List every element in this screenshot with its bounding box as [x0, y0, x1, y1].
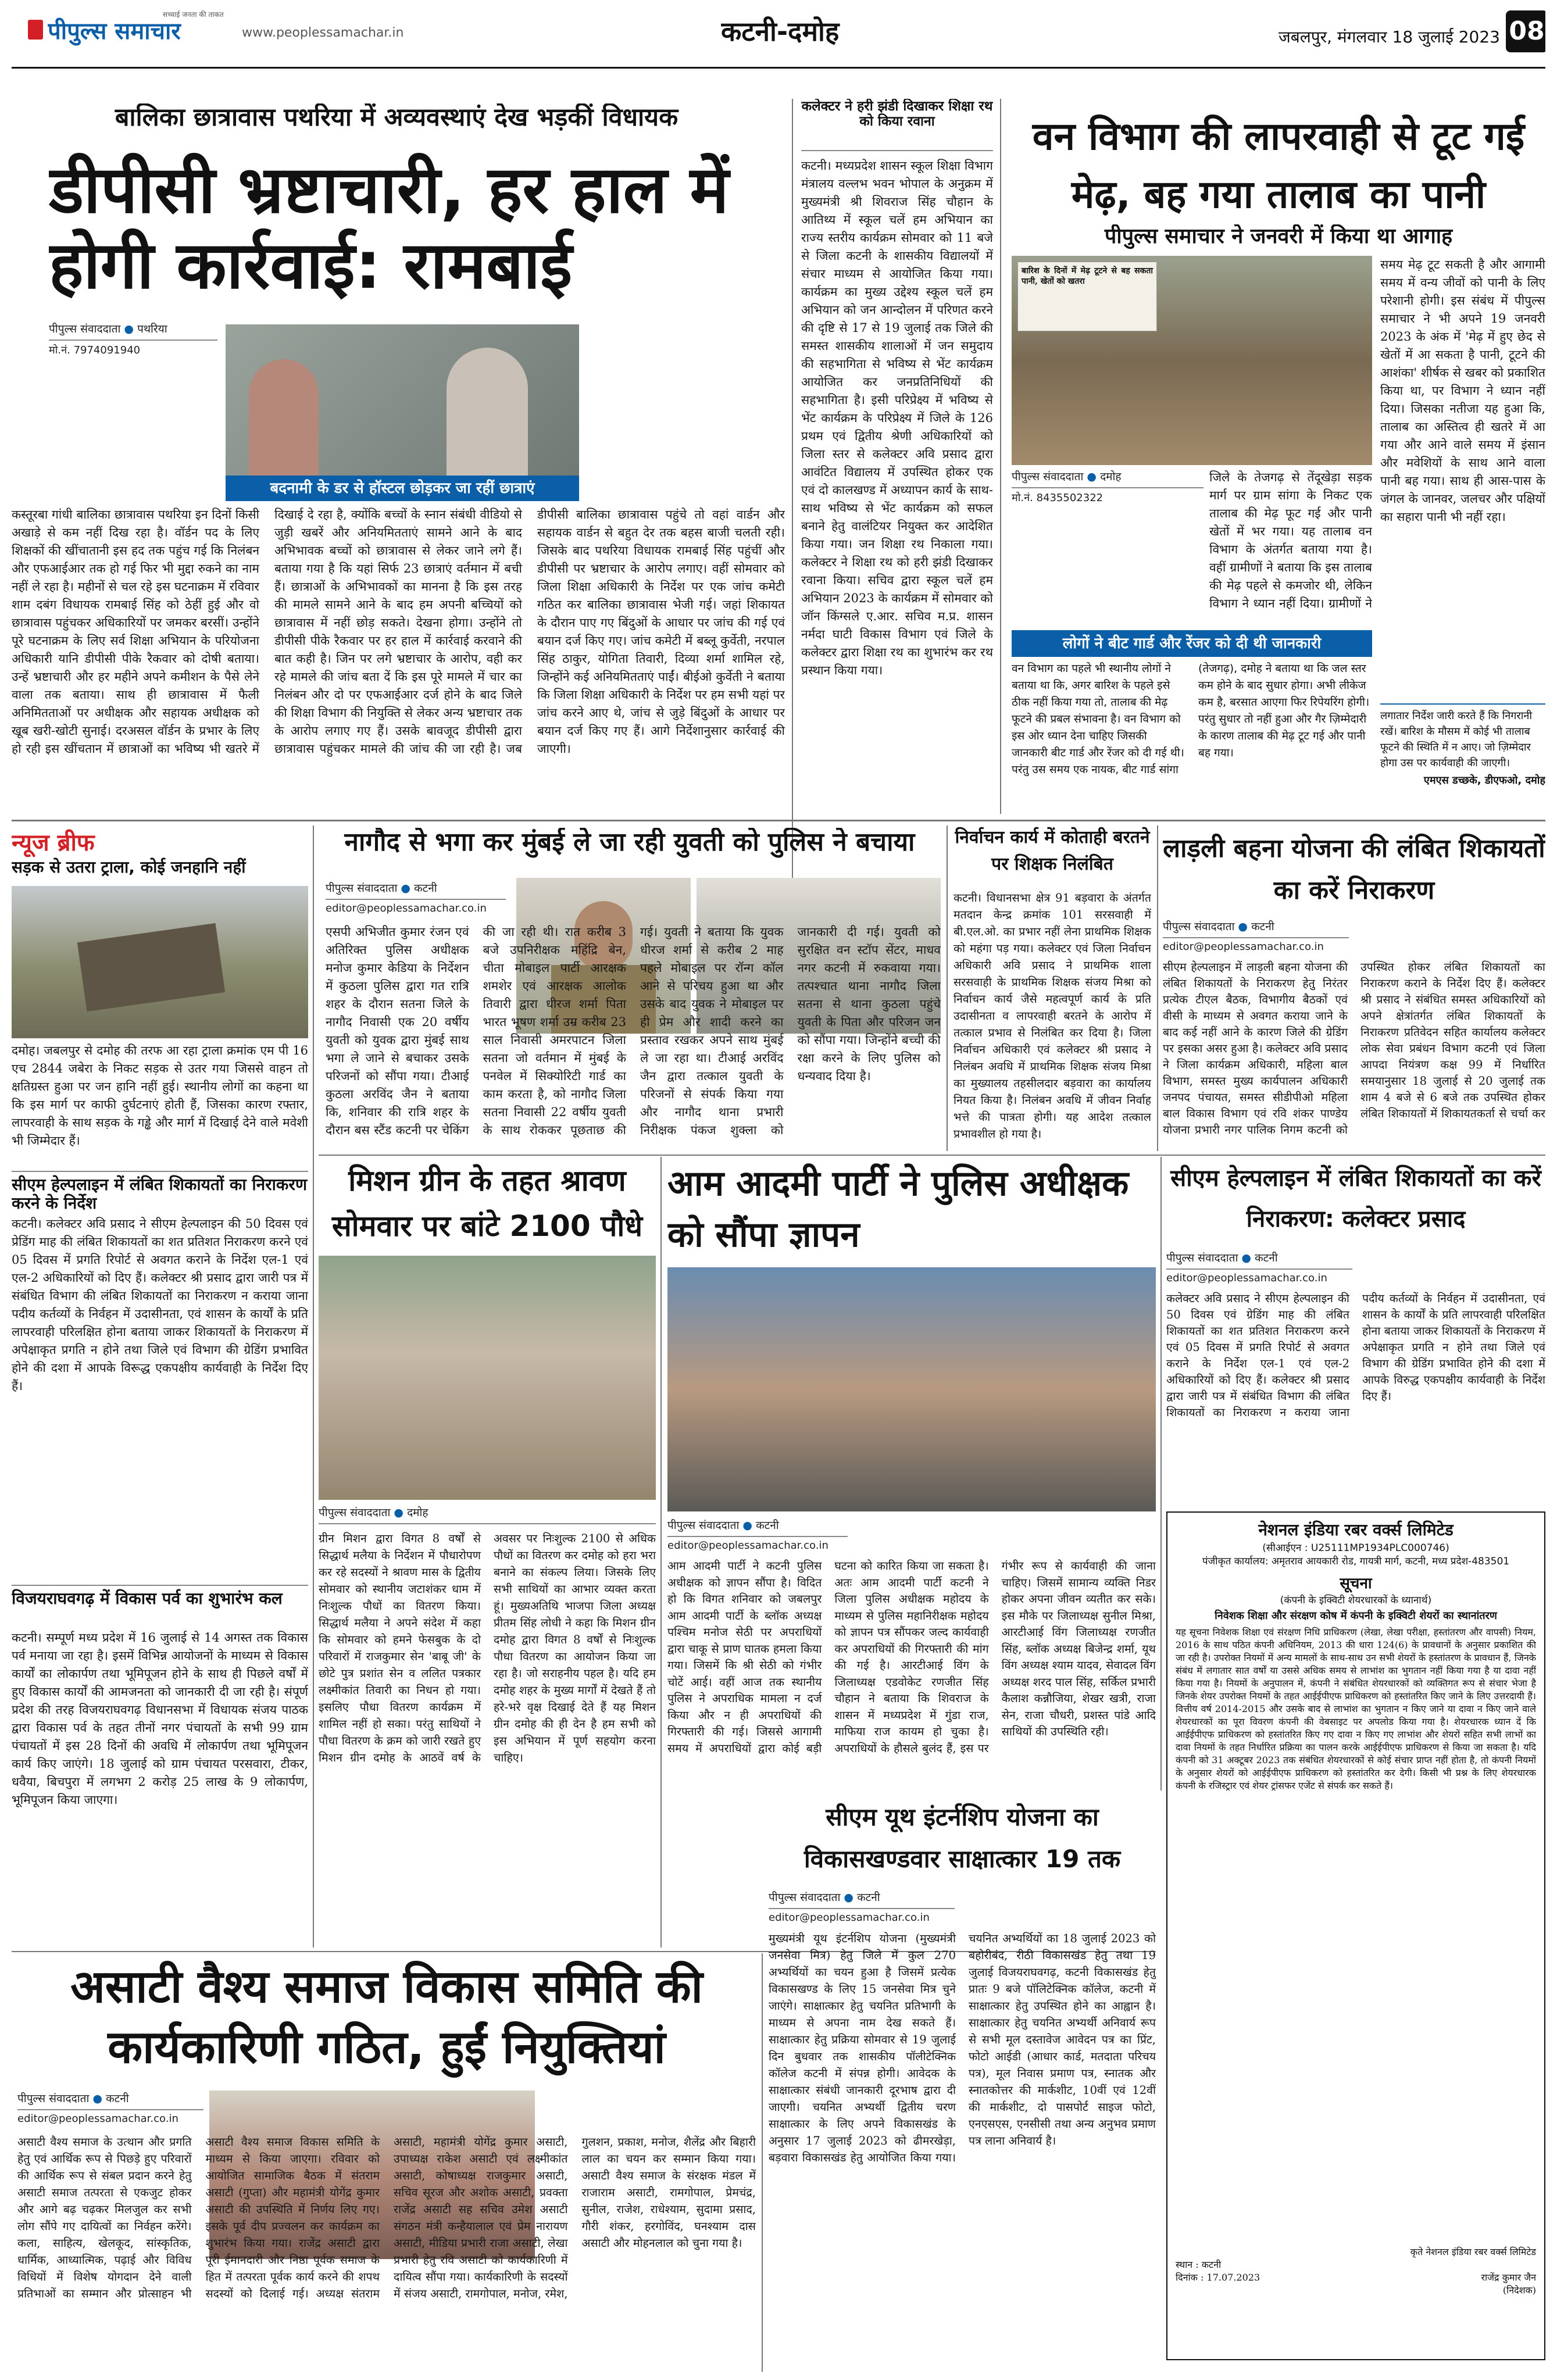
a3-byline-place: दमोह: [1100, 470, 1122, 483]
a3-headline: वन विभाग की लापरवाही से टूट गई मेढ़, बह गया तालाब का पानी: [1032, 114, 1525, 217]
a3-clip-text: बारिश के दिनों में मेढ़ टूटने से बह सकता पानी, खेतों को खतरा: [1022, 266, 1153, 286]
a11-email[interactable]: editor@peoplessamachar.co.in: [769, 1911, 930, 1924]
notice-subtitle: (कंपनी के इक्विटी शेयरधारकों के ध्यानार्थ): [1280, 1595, 1432, 1606]
brief-t3: कटनी। सम्पूर्ण मध्य प्रदेश में 16 जुलाई से 14 अगस्त तक विकास पर्व मनाया जा रहा है। इसमें विभिन्न आयोजनों के माध्यम से विकास कार्यों का लोकार्पण तथा भूमिपूजन होने के साथ ही पिछले वर्षों में हुए विकास कार्यों की आमजनता को जानकारी दी जा रही है। संपूर्ण प्रदेश की तरह विजयराघवगढ़ विधानसभा में विधायक संजय पाठक द्वारा विकास पर्व के तहत तीनों नगर पंचायतों के सभी 99 ग्राम पंचायतों में इस 28 दिनों की अवधि में लोकार्पण तथा भूमिपूजन कार्य किए जाएंगे। 18 जुलाई को ग्राम पंचायत परसवारा, टीकर, धवैया, बिचपुरा में लगभग 2 करोड़ 25 लाख के 9 लोकार्पण, भूमिपूजन किया जाएगा।: [12, 1631, 308, 1807]
a3-photo: [1012, 256, 1372, 465]
a7-right-rule: [660, 1157, 662, 1947]
a10-byline-name: पीपुल्स संवाददाता: [17, 2092, 90, 2105]
a4-headline: नागौद से भगा कर मुंबई ले जा रही युवती को पुलिस ने बचाया: [344, 828, 915, 857]
a5-body: कटनी। विधानसभा क्षेत्र 91 बड़वारा के अंतर्गत मतदान केन्द्र क्रमांक 101 सरसवाही में बी.एल.ओ. का प्रभार नहीं लेना प्राथमिक शिक्षक को महंगा पड़ गया। कलेक्टर एवं जिला निर्वाचन अधिकारी अवि प्रसाद ने प्राथमिक शाला सरसवाही के प्राथमिक शिक्षक संजय मिश्रा को निर्वाचन कार्य जैसे महत्वपूर्ण कार्य के प्रति उदासीनता व लापरवाही बरतने के आरोप में तत्काल प्रभाव से निलंबित कर दिया है। जिला निर्वाचन अधिकारी एवं कलेक्टर श्री प्रसाद ने निलंबन अवधि में प्राथमिक शिक्षक संजय मिश्रा का मुख्यालय तहसीलदार बड़वारा का कार्यालय नियत किया है। निलंबन अवधि में जीवन निर्वाह भत्ते की पात्रता होगी। यह आदेश तत्काल प्रभावशील हो गया है।: [954, 891, 1151, 1141]
a9-byline-place: कटनी: [1255, 1252, 1278, 1264]
a3-body-bottom-left: [1012, 512, 1204, 622]
a4-body-left: एसपी अभिजीत कुमार रंजन एवं अतिरिक्त पुलिस अधीक्षक मनोज कुमार केडिया के निर्देशन में कुठला पुलिस द्वारा गत रात्रि शहर के दौरान सतना जिले के नागौद निवासी एक 20 वर्षीय युवती को युवक द्वारा मुंबई साथ भगा ले जाने से बचाकर उसके परिजनों को सौंपा गया। टीआई कुठला अरविंद जैन ने बताया कि, शनिवार की रात्रि शहर के दौरान बस स्टैंड कटनी पर चेकिंग की जा रही थी। रात करीब 3 बजे उपनिरीक्षक महिंद्रि बेन, चीता मोबाइल पार्टी आरक्षक शमशेर एवं आरक्षक आलोक तिवारी द्वारा धीरज शर्मा पिता भारत भूषण शर्मा उम्र करीब 23 साल निवासी अमरपाटन जिला सतना जो वर्तमान में मुंबई के पनवेल में सिक्योरिटी गार्ड का काम करता है, को नागौद जिला सतना निवासी 22 वर्षीय युवती के साथ रोककर पूछताछ की गई। युवती ने बताया कि युवक धीरज शर्मा से करीब 2 माह पहले मोबाइल पर रॉन्ग कॉल आने से परिचय हुआ था और उसके बाद युवक ने मोबाइल पर ही प्रेम और शादी करने का प्रस्ताव रखकर अपने साथ मुंबई ले जा रहा था। टीआई अरविंद जैन द्वारा तत्काल युवती के परिजनों से संपर्क किया गया और नागौद थाना प्रभारी निरीक्षक पंकज शुक्ला को जानकारी दी गई। युवती को सुरक्षित वन स्टॉप सेंटर, माधव नगर कटनी में रुकवाया गया। तत्पश्चात थाना नागौद जिला सतना से थाना कुठला पहुंचे युवती के पिता और परिजन जन को सौंपा गया। जिन्होंने बच्ची की रक्षा करने के लिए पुलिस को धन्यवाद दिया है।: [326, 925, 941, 1137]
a1-byline: पीपुल्स संवाददाता ● पथरिया मो.नं. 7974091940: [49, 321, 217, 356]
a7-byline-place: दमोह: [407, 1506, 428, 1519]
a1-kicker: बालिका छात्रावास पथरिया में अव्यवस्थाएं देख भड़कीं विधायक: [115, 103, 678, 132]
brief-t2: कटनी। कलेक्टर अवि प्रसाद ने सीएम हेल्पलाइन की 50 दिवस एवं प्रेडिंग माह की लंबित शिकायतों का शत प्रतिशत निराकरण करने एवं 05 दिवस में प्रगति रिपोर्ट से अवगत कराने के निर्देश एल-1 एवं एल-2 अधिकारियों को दिए हैं। कलेक्टर श्री प्रसाद द्वारा जारी पत्र में संबंधित विभाग की लंबित शिकायतों का निराकरण न कराया जाना पदीय कर्तव्यों के निर्वहन में उदासीनता, एवं शासन के कार्यों के प्रति लापरवाही परिलक्षित होना बताया जाकर शिकायतों के निराकरण में अपेक्षाकृत प्रगति न होने तथा जिले एवं विभाग की ग्रेडिंग प्रभावित होने की दशा में आपके विरूद्ध एकपक्षीय कार्यवाही के निर्देश दिए हैं।: [12, 1217, 308, 1393]
a11-byline: पीपुल्स संवाददाता ● कटनी editor@peoplessamachar.co.in: [769, 1889, 955, 1924]
a11-headline: सीएम यूथ इंटर्नशिप योजना का विकासखण्डवार साक्षात्कार 19 तक: [804, 1803, 1121, 1873]
a4-right-rule: [947, 826, 948, 1151]
a3-banner-text: वन विभाग का पहले भी स्थानीय लोगों ने बताया था कि, अगर बारिश के पहले इसे ठीक नहीं किया गया तो, तालाब की मेढ़ फूटने की प्रबल संभावना है। वन विभाग को इस ओर ध्यान देना चाहिए जिसकी जानकारी बीट गार्ड और रेंजर को दी गई थी। परंतु उस समय एक नायक, बीट गार्ड सांगा (तेजगढ़), दमोह ने बताया था कि जल स्तर कम होने के बाद सुधार होगा। अभी लीकेज कम है, बरसात आएगा फिर रिपेयरिंग होगी। परंतु सुधार तो नहीं हुआ और गैर ज़िम्मेदारी के कारण तालाब की मेढ़ टूट गई और पानी बह गया।: [1012, 662, 1370, 776]
logo-tagline: सच्चाई जनता की ताकत: [163, 10, 224, 19]
legal-notice: [1166, 1511, 1545, 2360]
a3-bottom-rule: [12, 820, 1545, 821]
a8-headline: आम आदमी पार्टी ने पुलिस अधीक्षक को सौंपा ज्ञापन: [667, 1163, 1129, 1255]
a1-mobile: मो.नं. 7974091940: [49, 344, 141, 356]
a3-callout: [1380, 703, 1545, 814]
a3-body-right: समय मेढ़ टूट सकती है और आगामी समय में वन्य जीवों को पानी के लिए परेशानी होगी। इस संबंध में पीपुल्स समाचार ने भी अपने 19 जनवरी 2023 के अंक में 'मेढ़ में हुए छेद से खेतों में आ सकता है पानी, टूटने की आशंका' शीर्षक से खबर को प्रकाशित किया था, पर विभाग ने ध्यान नहीं दिया। जिसका नतीजा यह हुआ कि, तालाब का अस्तित्व ही खतरे में आ गया और आने वाले समय में इंसान और मवेशियों के साथ आने वाला पानी बह गया। साथ ही आस-पास के जंगल के जानवर, जलचर और पक्षियों का सहारा पानी भी नहीं रहा।: [1380, 258, 1545, 524]
notice-date: दिनांक : 17.07.2023: [1176, 2272, 1260, 2283]
a6-byline-place: कटनी: [1251, 920, 1274, 933]
a9-byline-name: पीपुल्स संवाददाता: [1166, 1252, 1238, 1264]
a11-byline-place: कटनी: [857, 1891, 880, 1904]
brief-right-rule: [313, 826, 314, 1947]
a7-body: ग्रीन मिशन द्वारा विगत 8 वर्षों से सिद्धार्थ मलैया के निर्देशन में पौधारोपण कर रहे सदस्यों ने श्रावण मास के द्वितीय सोमवार को स्थानीय जटाशंकर धाम में निःशुल्क पौधों का वितरण किया। सिद्धार्थ मलैया ने अपने संदेश में कहा कि सोमवार को हमने फेसबुक के दो परिवारों में राजकुमार सेन 'बाबू जी' के छोटे पुत्र प्रशांत सेन व ललित पत्रकार लक्ष्मीकांत तिवारी का निधन हो गया। इसलिए पौधा वितरण कार्यक्रम में शामिल नहीं हो सका। परंतु साथियों ने पौधा वितरण के क्रम को जारी रखते हुए मिशन ग्रीन दमोह के आठवें वर्ष के अवसर पर निःशुल्क 2100 से अधिक पौधों का वितरण कर दमोह को हरा भरा बनाने का संकल्प लिया। जिसके लिए सभी साथियों का आभार व्यक्त करता हूं। मुख्यअतिथि भाजपा जिला अध्यक्ष प्रीतम सिंह लोधी ने कहा कि मिशन ग्रीन दमोह द्वारा विगत 8 वर्षों से निःशुल्क पौधा वितरण का आयोजन किया जा रहा है। जो सराहनीय पहल है। यदि हम दमोह शहर के मुख्य मार्गों में देखते हैं तो हरे-भरे वृक्ष दिखाई देते हैं यह मिशन ग्रीन दमोह की ही देन है हम सभी को इस अभियान में पूर्ण सहयोग करना चाहिए।: [319, 1532, 656, 1764]
notice-title: सूचना: [1340, 1575, 1372, 1592]
a6-byline-name: पीपुल्स संवाददाता: [1163, 920, 1235, 933]
a9-body: कलेक्टर अवि प्रसाद ने सीएम हेल्पलाइन की 50 दिवस एवं ग्रेडिंग माह की लंबित शिकायतों का शत प्रतिशत निराकरण करने एवं 05 दिवस में प्रगति रिपोर्ट से अवगत कराने के निर्देश एल-1 एवं एल-2 अधिकारियों को दिए हैं। कलेक्टर श्री प्रसाद द्वारा जारी पत्र में संबंधित विभाग की लंबित शिकायतों का निराकरण न कराया जाना पदीय कर्तव्यों के निर्वहन में उदासीनता, एवं शासन के कार्यों के प्रति लापरवाही परिलक्षित होना बताया जाकर शिकायतों के निराकरण में अपेक्षाकृत प्रगति न होने तथा जिले एवं विभाग की ग्रेडिंग प्रभावित होने की दशा में आपके विरुद्ध एकपक्षीय कार्यवाही के निर्देश दिए हैं।: [1166, 1292, 1545, 1419]
a3-byline-name: पीपुल्स संवाददाता: [1012, 470, 1084, 483]
a6-bottom-rule: [319, 1155, 1545, 1156]
a8-byline-name: पीपुल्स संवाददाता: [667, 1519, 740, 1532]
a1-byline-place: पथरिया: [137, 323, 167, 335]
a8-byline: पीपुल्स संवाददाता ● कटनी editor@peoplessamachar.co.in: [667, 1517, 848, 1552]
brief-truck-shape: [77, 923, 225, 1012]
a1-photo-caption: बदनामी के डर से हॉस्टल छोड़कर जा रहीं छात्राएं: [226, 476, 579, 501]
masthead: [12, 8, 1545, 69]
a11-body: मुख्यमंत्री यूथ इंटर्नशिप योजना (मुख्यमंत्री जनसेवा मित्र) हेतु जिले में कुल 270 अभ्यर्थियों का चयन हुआ है जिसमें प्रत्येक विकासखण्ड के लिए 15 जनसेवा मित्र चुने जाएंगे। साक्षात्कार हेतु चयनित प्रतिभागी के माध्यम से अपना नाम देख सकते हैं। साक्षात्कार हेतु प्रक्रिया सोमवार से 19 जुलाई दिन बुधवार तक शासकीय पॉलीटेक्निक कॉलेज कटनी में संपन्न होगी। आवेदक के साक्षात्कार संबंधी जानकारी दूरभाष द्वारा दी जाएगी। चयनित अभ्यर्थी द्वितीय चरण साक्षात्कार के लिए अपने विकासखंड के अनुसार 17 जुलाई 2023 को ढीमरखेड़ा, बड़वारा विकासखंड हेतु आयोजित किया गया। चयनित अभ्यर्थियों का 18 जुलाई 2023 को बहोरीबंद, रीठी विकासखंड हेतु तथा 19 जुलाई विजयराघवगढ़, कटनी विकासखंड हेतु प्रातः 9 बजे पॉलिटेक्निक कॉलेज, कटनी में साक्षात्कार हेतु उपस्थित होने का आह्वान है। साक्षात्कार हेतु चयनित अभ्यर्थी अनिवार्य रूप से सभी मूल दस्तावेज आवेदन पत्र का प्रिंट, फोटो आईडी (आधार कार्ड, मतदाता परिचय पत्र), मूल निवास प्रमाण पत्र, स्नातक और स्नातकोत्तर की मार्कशीट, 10वीं एवं 12वीं की मार्कशीट, दो पासपोर्ट साइज फोटो, एनएसएस, एनसीसी तथा अन्य अनुभव प्रमाण पत्र लाना अनिवार्य है।: [769, 1932, 1156, 2164]
a3-subhead: पीपुल्स समाचार ने जनवरी में किया था आगाह: [1104, 224, 1453, 248]
a9-byline: पीपुल्स संवाददाता ● कटनी editor@peoplessamachar.co.in: [1166, 1250, 1352, 1285]
notice-company: नेशनल इंडिया रबर वर्क्स लिमिटेड: [1258, 1520, 1454, 1539]
a4-byline-name: पीपुल्स संवाददाता: [326, 882, 398, 895]
a10-right-rule: [762, 1953, 763, 2372]
newspaper-logo[interactable]: पीपुल्स समाचार: [48, 18, 181, 45]
logo-red-mark: [28, 20, 43, 40]
notice-sub2: निवेशक शिक्षा और संरक्षण कोष में कंपनी के इक्विटी शेयरों का स्थानांतरण: [1215, 1610, 1497, 1622]
a4-byline: पीपुल्स संवाददाता ● कटनी editor@peoplessamachar.co.in: [326, 880, 506, 915]
a7-byline-name: पीपुल्स संवाददाता: [319, 1506, 391, 1519]
a8-email[interactable]: editor@peoplessamachar.co.in: [667, 1539, 829, 1552]
a10-byline-place: कटनी: [106, 2092, 129, 2105]
a11-byline-name: पीपुल्स संवाददाता: [769, 1891, 841, 1904]
a4-byline-place: कटनी: [414, 882, 437, 895]
a5-right-rule: [1157, 826, 1158, 1151]
a3-banner: लोगों ने बीट गार्ड और रेंजर को दी थी जानकारी: [1012, 630, 1372, 657]
a1-headline: डीपीसी भ्रष्टाचारी, हर हाल में होगी कार्रवाई: रामबाई: [49, 152, 729, 303]
brief-t1: दमोह। जबलपुर से दमोह की तरफ आ रहा ट्राला क्रमांक एम पी 16 एच 2844 जबेरा के निकट सड़क से उतर गया जिससे वाहन तो क्षतिग्रस्त हुआ पर जन हानि नहीं हुई। स्थानीय लोगों का कहना था कि इस मार्ग पर काफी दुर्घटनाएं होती हैं, जिसका कारण रफ्तार, लापरवाही के साथ सड़क के गड्ढे और मार्ग में दिखाई देने वाले मवेशी भी जिम्मेदार हैं।: [12, 1044, 308, 1148]
a3-body-bottom: जिले के तेजगढ़ से तेंदूखेड़ा सड़क मार्ग पर ग्राम सांगा के निकट एक तालाब की मेढ़ फूट गई और पानी खेतों में भर गया। यह तालाब वन विभाग के अंतर्गत बताया गया है। वहीं ग्रामीणों ने बताया कि इस तालाब की मेढ़ पहले से कमजोर थी, लेकिन विभाग ने ध्यान नहीं दिया। ग्रामीणों ने: [1209, 470, 1372, 610]
a7-byline: पीपुल्स संवाददाता ● दमोह: [319, 1505, 656, 1528]
brief-column-2: [12, 1585, 308, 1945]
a3-clipping: [1017, 262, 1157, 331]
a8-byline-place: कटनी: [756, 1519, 779, 1532]
a8-right-rule: [1160, 1157, 1162, 1791]
a4-email[interactable]: editor@peoplessamachar.co.in: [326, 902, 487, 914]
a10-headline: असाटी वैश्य समाज विकास समिति की कार्यकारिणी गठित, हुईं नियुक्तियां: [70, 1961, 703, 2074]
notice-address: पंजीकृत कार्यालय: अमृतराव आयकारी रोड, गायत्री मार्ग, कटनी, मध्य प्रदेश-483501: [1202, 1556, 1510, 1567]
issue-date: जबलपुर, मंगलवार 18 जुलाई 2023: [1278, 27, 1500, 47]
a3-left-rule: [1000, 99, 1001, 814]
notice-for: कृते नेशनल इंडिया रबर वर्क्स लिमिटेड: [1410, 2246, 1536, 2257]
a3-mobile: मो.नं. 8435502322: [1012, 492, 1104, 503]
section-title: कटनी-दमोह: [721, 16, 840, 47]
brief-column: [12, 826, 308, 1581]
a6-headline: लाड़ली बहना योजना की लंबित शिकायतों का करें निराकरण: [1163, 834, 1545, 905]
a5-headline: निर्वाचन कार्य में कोताही बरतने पर शिक्षक निलंबित: [955, 827, 1150, 874]
a6-byline: पीपुल्स संवाददाता ● कटनी editor@peoplessamachar.co.in: [1163, 919, 1349, 953]
a8-photo: [667, 1267, 1156, 1511]
notice-place: स्थान : कटनी: [1176, 2259, 1222, 2270]
a10-body: असाटी वैश्य समाज के उत्थान और प्रगति हेतु एवं आर्थिक रूप से पिछड़े हुए परिवारों की आर्थिक रूप से संबल प्रदान करने हेतु असाटी समाज तत्परता से एकजुट होकर और आगे बढ़ चढ़कर मिलजुल कर सभी लोग सौंपे गए दायित्वों का निर्वहन करेंगे। कला, साहित्य, खेलकूद, सांस्कृतिक, धार्मिक, आध्यात्मिक, पढ़ाई और विविध विधियों में विशेष योगदान देने वाली प्रतिभाओं का सम्मान और प्रोत्साहन भी असाटी वैश्य समाज विकास समिति के माध्यम से किया जाएगा। रविवार को आयोजित सामाजिक बैठक में संतराम असाटी (गुप्ता) और महामंत्री योगेंद्र कुमार असाटी की उपस्थिति में निर्णय लिए गए। इसके पूर्व दीप प्रज्वलन कर कार्यक्रम का शुभारंभ किया गया। राजेंद्र असाटी द्वारा पूरी ईमानदारी और निष्ठा पूर्वक समाज के हित में तत्परता पूर्वक कार्य करने की शपथ सदस्यों को दिलाई गई। अध्यक्ष संतराम असाटी, महामंत्री योगेंद्र कुमार असाटी, उपाध्यक्ष राकेश असाटी एवं लक्ष्मीकांत असाटी, कोषाध्यक्ष राजकुमार असाटी, सचिव सूरज और अशोक असाटी, प्रवक्ता राजेंद्र असाटी सह सचिव उमेश असाटी संगठन मंत्री कन्हैयालाल एवं प्रेम नारायण असाटी, मीडिया प्रभारी राजा असाटी, लेखा प्रभारी हेतु रवि असाटी को कार्यकारिणी में दायित्व सौंपा गया। कार्यकारिणी के सदस्यों में संजय असाटी, रामगोपाल, मनोज, रमेश, गुलशन, प्रकाश, मनोज, शैलेंद्र और बिहारी लाल का चयन कर सम्मान किया गया। असाटी वैश्य समाज के संरक्षक मंडल में राजाराम असाटी, रामगोपाल, प्रेमचंद्र, सुनील, राजेश, राधेश्याम, सुदामा प्रसाद, गौरी शंकर, हरगोविंद, घनश्याम दास असाटी और मोहनलाल को चुना गया है।: [17, 2135, 756, 2300]
a6-body: सीएम हेल्पलाइन में लाड़ली बहना योजना की लंबित शिकायतों के निराकरण हेतु निरंतर प्रत्येक टीएल बैठक, विभागीय बैठकों एवं वीसी के माध्यम से अवगत कराया जाने के बाद कई नहीं आने के कारण जिले की ग्रेडिंग पर इसका असर हुआ है। कलेक्टर अवि प्रसाद ने जिला कार्यक्रम अधिकारी, महिला बाल विभाग, समस्त मुख्य कार्यपालन अधिकारी जनपद पंचायत, समस्त सीडीपीओ महिला बाल विकास विभाग एवं रवि शंकर पाण्डेय योजना प्रभारी नगर पालिक निगम कटनी को उपस्थित होकर लंबित शिकायतों का निराकरण कराने के निर्देश दिए हैं। कलेक्टर श्री प्रसाद ने संबंधित समस्त अधिकारियों को अपने क्षेत्रांतर्गत लंबित शिकायतों के निराकरण प्रतिवेदन सहित कार्यालय कलेक्टर लोक सेवा प्रबंधन विभाग कटनी एवं जिला आपदा नियंत्रण कक्ष 99 में निर्धारित समयानुसार 18 जुलाई से 20 जुलाई तक शाम 4 बजे से 6 बजे तक उपस्थित होकर लंबित शिकायतों में शिकायतकर्ता से चर्चा कर: [1163, 960, 1545, 1137]
a1-body: कस्तूरबा गांधी बालिका छात्रावास पथरिया इन दिनों किसी अखाड़े से कम नहीं दिख रहा है। वॉर्डन पद के लिए शिक्षकों की खींचातानी इस हद तक पहुंच गई कि निलंबन और एफआईआर तक हो गई फिर भी मुद्दा रुकने का नाम नहीं ले रहा है। महीनों से चल रहे इस घटनाक्रम में रविवार शाम दबंग विधायक रामबाई सिंह को ठेहीं हुई और वो छात्रावास पहुंचकर अधिकारियों पर जमकर बरसीं। उन्होंने पूरे घटनाक्रम के लिए सर्व शिक्षा अभियान के परियोजना अधिकारी यानि डीपीसी पीके रैकवार को दोषी बताया। उन्हें भ्रष्टाचारी और हर महीने अपने कमीशन के पैसे लेने वाला तक बताया। साथ ही छात्रावास में फैली अनिमितताओं पर अधीक्षक और सहायक अधीक्षक को खूब खरी-खोटी सुनाई। दरअसल वॉर्डन के प्रभार के लिए हो रही इस खींचतान में छात्राओं का भविष्य भी खतरे में दिखाई दे रहा है, क्योंकि बच्चों के स्नान संबंधी वीडियो से जुड़ी खबरें और अनियमितताएं सामने आने के बाद अभिभावक बच्चों को छात्रावास से लेकर जाने लगे हैं। बताया गया है कि यहां सिर्फ 23 छात्राएं वर्तमान में बची हैं। छात्राओं के अभिभावकों का मानना है कि इस तरह की मामले सामने आने के बाद हम अपनी बच्चियों को छात्रावास में नहीं छोड़ सकते। देखना होगा। उन्होंने तो डीपीसी पीके रैकवार पर हर हाल में कार्रवाई करवाने की बात कही है। जिन पर लगे भ्रष्टाचार के आरोप, वही कर रहे मामले की जांच बता दें कि इस पूरे मामले में चार का निलंबन और दो पर एफआईआर दर्ज होने के बाद जिले की शिक्षा विभाग की नियुक्ति से लेकर अन्य भ्रष्टाचार तक के आरोप लगाए गए हैं। उसके बावजूद डीपीसी द्वारा छात्रावास पहुंचकर मामले की जांच की जा रही है। जब डीपीसी बालिका छात्रावास पहुंचे तो वहां वार्डन और सहायक वार्डन से बहुत देर तक बहस बाजी चलती रही। जिसके बाद पथरिया विधायक रामबाई सिंह पहुंचीं और डीपीसी पर भ्रष्टाचार के आरोप लगाए। वहीं सोमवार को जिला शिक्षा अधिकारी के निर्देश पर एक जांच कमेटी गठित कर बालिका छात्रावास भेजी गई। जहां शिकायत के दौरान पाए गए बिंदुओं के आधार पर जांच की गई एवं बयान दर्ज किए गए। जांच कमेटी में बब्लू कुर्वेती, नरपाल सिंह ठाकुर, योगिता तिवारी, दिव्या शर्मा शामिल रहे, जिन्होंने कई अनियमितताएं पाईं। बीईओ कुर्वेती ने बताया कि जिला शिक्षा अधिकारी के निर्देश पर हम सभी यहां पर जांच करने आए थे, जांच से जुड़े बिंदुओं के आधार पर बयान दर्ज किए गए हैं। आगे निर्देशानुसार कार्रवाई की जाएगी।: [12, 508, 785, 756]
page-number: 08: [1506, 10, 1545, 52]
a7-photo: [319, 1256, 656, 1500]
a9-email[interactable]: editor@peoplessamachar.co.in: [1166, 1272, 1327, 1284]
brief-truck-photo: [12, 886, 308, 1038]
a1-byline-name: पीपुल्स संवाददाता: [49, 323, 121, 335]
a7-headline: मिशन ग्रीन के तहत श्रावण सोमवार पर बांटे 2100 पौधे: [331, 1164, 643, 1243]
notice-body: यह सूचना निवेशक शिक्षा एवं संरक्षण निधि प्राधिकरण (लेखा, लेखा परीक्षा, हस्तांतरण और वापसी) नियम, 2016 के साथ पठित कंपनी अधिनियम, 2013 की धारा 124(6) के प्रावधानों के अनुसार प्रकाशित की जा रही है। उपरोक्त नियमों में अन्य मामलों के साथ-साथ उन सभी शेयरों के हस्तांतरण के प्रावधान हैं, जिनके संबंध में लगातार सात वर्षों या उससे अधिक समय से लाभांश का भुगतान नहीं किया गया है या दावा नहीं किया गया है। नियमों के अनुपालन में, कंपनी ने संबंधित शेयरधारकों को व्यक्तिगत रूप से संचार भेजा है जिनके शेयर उपरोक्त नियमों के तहत आईईपीएफ प्राधिकरण को हस्तांतरित किए जाने के लिए उत्तरदायी हैं। वित्तीय वर्ष 2014-2015 और उसके बाद से लाभांश का भुगतान न किए जाने या दावा न किए जाने वाले शेयरधारकों का पूरा विवरण कंपनी की वेबसाइट पर अपलोड किया गया है। शेयरधारक ध्यान दें कि आईईपीएफ प्राधिकरण को हस्तांतरित किए गए दावा न किए गए लाभांश और शेयरों सहित सभी लाभों का दावा नियमों के तहत निर्धारित प्रक्रिया का पालन करके आईईपीएफ प्राधिकरण से किया जा सकता है। यदि कंपनी को 31 अक्टूबर 2023 तक संबंधित शेयरधारकों से कोई संचार प्राप्त नहीं होता है, तो कंपनी नियमों के अनुसार शेयरों को आईईपीएफ प्राधिकरण को हस्तांतरित कर देगी। किसी भी प्रश्न के लिए शेयरधारक कंपनी के रजिस्ट्रार एवं शेयर ट्रांसफर एजेंट से संपर्क कर सकते हैं।: [1176, 1627, 1536, 1791]
notice-cin: (सीआईएन : U25111MP1934PLC000746): [1262, 1542, 1449, 1554]
a9-headline: सीएम हेल्पलाइन में लंबित शिकायतों का करें निराकरण: कलेक्टर प्रसाद: [1170, 1165, 1541, 1232]
brief-h3: विजयराघवगढ़ में विकास पर्व का शुभारंभ कल: [12, 1585, 308, 1629]
a6-email[interactable]: editor@peoplessamachar.co.in: [1163, 941, 1324, 953]
a2-kicker: कलेक्टर ने हरी झंडी दिखाकर शिक्षा रथ को किया रवाना: [801, 99, 993, 151]
website-url[interactable]: www.peoplessamachar.in: [242, 26, 404, 40]
a10-email[interactable]: editor@peoplessamachar.co.in: [17, 2113, 178, 2125]
notice-desig: (निदेशक): [1502, 2285, 1536, 2296]
a8-body: आम आदमी पार्टी ने कटनी पुलिस अधीक्षक को ज्ञापन सौंपा है। विदित हो कि विगत शनिवार को जबलपुर आम आदमी पार्टी के ब्लॉक अध्यक्ष पश्चिम मनोज सेठी पर अपराधियों द्वारा चाकू से प्राण घातक हमला किया गया। जिसमें कि श्री सेठी को गंभीर चोटें आई। वहीं आज तक स्थानीय पुलिस ने अपराधिक मामला न दर्ज किया और न ही अपराधियों की गिरफ्तारी की गई। जिससे आगामी समय में अपराधियों द्वारा कोई बड़ी घटना को कारित किया जा सकता है। अतः आम आदमी पार्टी कटनी ने जिला पुलिस अधीक्षक महोदय के माध्यम से पुलिस महानिरीक्षक महोदय को ज्ञापन पत्र सौंपकर जल्द कार्यवाही कर अपराधियों की गिरफ्तारी की मांग की गई है। आरटीआई विंग के जिलाध्यक्ष एडवोकेट रणजीत सिंह चौहान ने बताया कि शिवराज के शासन में मध्यप्रदेश में गुंडा राज, माफिया राज कायम हो चुका है। अपराधियों के हौसले बुलंद हैं, इस पर गंभीर रूप से कार्यवाही की जाना चाहिए। जिसमें सामान्य व्यक्ति निडर होकर अपना जीवन व्यतीत कर सके। इस मौके पर जिलाध्यक्ष सुनील मिश्रा, आरटीआई विंग जिलाध्यक्ष रणजीत सिंह, ब्लॉक अध्यक्ष बिजेन्द्र शर्मा, यूथ विंग अध्यक्ष श्याम यादव, सेवादल विंग अध्यक्ष शरद पाल सिंह, सर्किल प्रभारी कैलाश कन्नौजिया, शेखर खत्री, राजा सेन, राजा चौधरी, प्रशस्त पांडे आदि साथियों की उपस्थिति रही।: [667, 1559, 1156, 1755]
brief-h2: सीएम हेल्पलाइन में लंबित शिकायतों का निराकरण करने के निर्देश: [12, 1171, 308, 1215]
brief-label: न्यूज ब्रीफ: [12, 830, 95, 856]
a3-byline: पीपुल्स संवाददाता ● दमोह मो.नं. 8435502322: [1012, 469, 1204, 503]
a10-byline: पीपुल्स संवाददाता ● कटनी editor@peoplessamachar.co.in: [17, 2090, 203, 2125]
brief-h1: सड़क से उतरा ट्राला, कोई जनहानि नहीं: [12, 857, 246, 877]
a3-callout-text: लगातार निर्देश जारी करते हैं कि निगरानी रखें। बारिश के मौसम में कोई भी तालाब फूटने की स्थिति में न आए। जो ज़िम्मेदार होगा उस पर कार्यवाही की जाएगी।: [1380, 710, 1533, 769]
a3-callout-sign: एमएस डच्छके, डीएफओ, दमोह: [1423, 774, 1545, 787]
notice-sign: राजेंद्र कुमार जैन: [1481, 2272, 1536, 2283]
a2-body: कटनी। मध्यप्रदेश शासन स्कूल शिक्षा विभाग मंत्रालय वल्लभ भवन भोपाल के अनुक्रम में मुख्यमंत्री श्री शिवराज सिंह चौहान के आतिथ्य में स्कूल चलें हम अभियान का राज्य स्तरीय कार्यक्रम सोमवार को 11 बजे से जिला कटनी के शासकीय विद्यालयों में संचार माध्यम से आयोजित किया गया। कार्यक्रम का मुख्य उद्देश्य स्कूल चलें हम अभियान को जन आन्दोलन में परिणत करने की दृष्टि से 17 से 19 जुलाई तक जिले की समस्त शासकीय शालाओं में जन समुदाय की सहभागिता से भविष्य से भेंट कार्यक्रम आयोजित कर जनप्रतिनिधियों की सहभागिता है। इसी परिप्रेक्ष्य में भविष्य से भेंट कार्यक्रम के परिप्रेक्ष्य में जिले के 126 प्रथम एवं द्वितीय श्रेणी अधिकारियों को जिला स्तर से कलेक्टर अवि प्रसाद द्वारा आवंटित विद्यालय में उपस्थित होकर एक एवं दो कालखण्ड में अध्यापन कार्य के साथ-साथ भविष्य से भेंट कार्यक्रम को सफल बनाने हेतु वालंटियर नियुक्त कर आदेशित किया गया। जन शिक्षा रथ निकाला गया। कलेक्टर ने शिक्षा रथ को हरी झंडी दिखाकर रवाना किया। सचिव द्वारा स्कूल चलें हम अभियान 2023 के कार्यक्रम में सोमवार को जॉन किंग्सले ए.आर. सचिव म.प्र. शासन नर्मदा घाटी विकास विभाग एवं जिले के कलेक्टर द्वारा शिक्षा रथ का शुभारंभ कर रथ प्रस्थान किया गया।: [801, 159, 993, 677]
